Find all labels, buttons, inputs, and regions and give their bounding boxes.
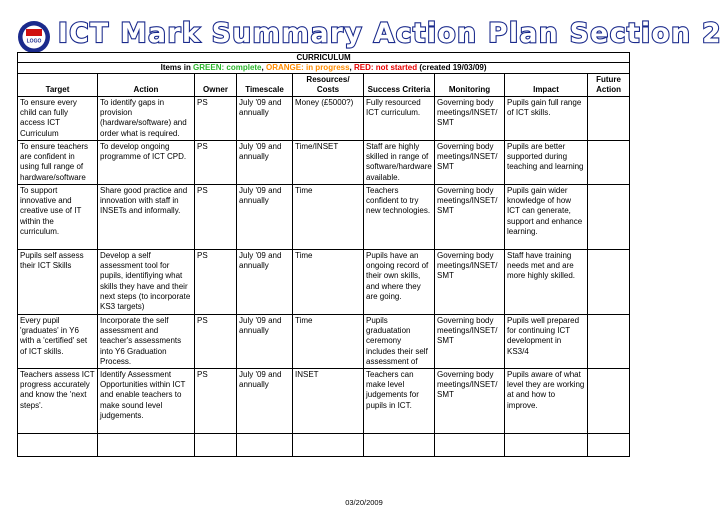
status-green: GREEN: complete [193,63,262,72]
cell-target: To support innovative and creative use of IT within the curriculum. [18,185,98,250]
cell-impact: Pupils gain full range of ICT skills. [505,97,588,141]
cell-impact: Pupils well prepared for continuing ICT development in KS3/4 [505,315,588,369]
cell-impact: Pupils gain wider knowledge of how ICT can generate, support and enhance learning. [505,185,588,250]
logo-flag [26,29,42,36]
cell-resources: Time/INSET [293,141,364,185]
status-red: RED: not started [354,63,418,72]
cell-action: Develop a self assessment tool for pupils, identifiying what skills they have and their next steps (to incorporate KS3 targets) [98,250,195,315]
school-logo [17,20,51,54]
cell-action [98,434,195,457]
cell-resources: Time [293,315,364,369]
cell-future [588,434,630,457]
status-prefix: Items in [160,63,194,72]
table-row [18,185,630,250]
logo-text: LOGO [26,38,42,45]
header-owner: Owner [195,74,237,97]
header-action: Action [98,74,195,97]
cell-impact: Pupils are better supported during teaching and learning [505,141,588,185]
cell-owner: PS [195,369,237,434]
header-future: Future Action [588,74,630,97]
cell-target: Teachers assess ICT progress accurately and know the 'next steps'. [18,369,98,434]
cell-future [588,141,630,185]
header-timescale: Timescale [237,74,293,97]
page-title-text: ICT Mark Summary Action Plan Section 2 [58,18,722,49]
cell-target: To ensure teachers are confident in using full range of hardware/software [18,141,98,185]
action-plan-table [17,52,630,457]
cell-future [588,369,630,434]
status-sep1: , [261,63,266,72]
cell-timescale [237,434,293,457]
table-row-empty [18,434,630,457]
cell-timescale: July '09 and annually [237,185,293,250]
header-success: Success Criteria [364,74,435,97]
cell-target: Pupils self assess their ICT Skills [18,250,98,315]
cell-future [588,97,630,141]
cell-monitoring: Governing body meetings/INSET/ SMT [435,185,505,250]
cell-monitoring: Governing body meetings/INSET/ SMT [435,141,505,185]
status-orange: ORANGE: in progress [265,63,350,72]
header-row [18,74,630,97]
cell-target: Every pupil 'graduates' in Y6 with a 'certified' set of ICT skills. [18,315,98,369]
cell-owner: PS [195,250,237,315]
page-title [58,14,726,50]
cell-future [588,315,630,369]
cell-target: To ensure every child can fully access ICT Curriculum [18,97,98,141]
section-banner: CURRICULUM [18,53,630,63]
cell-action: Share good practice and innovation with staff in INSETs and informally. [98,185,195,250]
cell-impact: Pupils aware of what level they are working at and how to improve. [505,369,588,434]
header-impact: Impact [505,74,588,97]
cell-timescale: July '09 and annually [237,250,293,315]
status-sep2: , [349,63,354,72]
cell-resources: Time [293,250,364,315]
cell-resources: Money (£5000?) [293,97,364,141]
cell-success: Pupils have an ongoing record of their own skills, and where they are going. [364,250,435,315]
cell-owner: PS [195,141,237,185]
cell-action: To identify gaps in provision (hardware/software) and order what is required. [98,97,195,141]
cell-future [588,185,630,250]
cell-action: To develop ongoing programme of ICT CPD. [98,141,195,185]
status-legend [18,63,630,74]
cell-resources: Time [293,185,364,250]
cell-timescale: July '09 and annually [237,315,293,369]
cell-owner: PS [195,315,237,369]
cell-success: Fully resourced ICT curriculum. [364,97,435,141]
table-row [18,250,630,315]
cell-timescale: July '09 and annually [237,97,293,141]
header-target: Target [18,74,98,97]
cell-success [364,434,435,457]
table-row [18,141,630,185]
cell-owner [195,434,237,457]
cell-impact [505,434,588,457]
cell-success: Teachers can make level judgements for pupils in ICT. [364,369,435,434]
cell-timescale: July '09 and annually [237,369,293,434]
cell-owner: PS [195,185,237,250]
cell-future [588,250,630,315]
cell-resources: INSET [293,369,364,434]
cell-owner: PS [195,97,237,141]
header-monitoring: Monitoring [435,74,505,97]
cell-timescale: July '09 and annually [237,141,293,185]
cell-resources [293,434,364,457]
cell-action: Incorporate the self assessment and teacher's assessments into Y6 Graduation Process. [98,315,195,369]
cell-impact: Staff have training needs met and are more highly skilled. [505,250,588,315]
cell-success: Pupils graduatation ceremony includes their self assessment of [364,315,435,369]
cell-success: Teachers confident to try new technologies. [364,185,435,250]
status-suffix: (created 19/03/09) [417,63,487,72]
table-row [18,315,630,369]
footer-date: 03/20/2009 [345,498,383,507]
cell-monitoring: Governing body meetings/INSET/ SMT [435,97,505,141]
table-row [18,369,630,434]
header-resources: Resources/ Costs [293,74,364,97]
table-row [18,97,630,141]
cell-success: Staff are highly skilled in range of software/hardware available. [364,141,435,185]
cell-monitoring: Governing body meetings/INSET/ SMT [435,315,505,369]
cell-target [18,434,98,457]
logo-center [23,26,46,49]
cell-monitoring [435,434,505,457]
cell-action: Identify Assessment Opportunities within ICT and enable teachers to make sound level judgements. [98,369,195,434]
cell-monitoring: Governing body meetings/INSET/ SMT [435,369,505,434]
cell-monitoring: Governing body meetings/INSET/ SMT [435,250,505,315]
